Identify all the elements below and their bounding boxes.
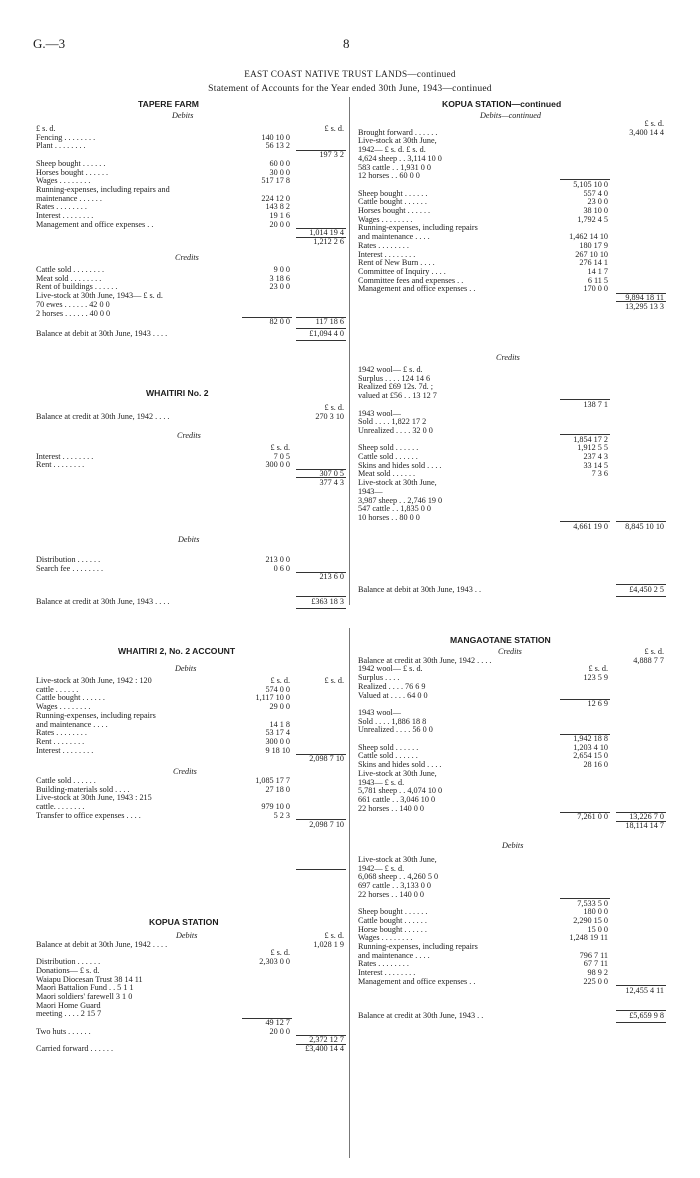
balance-label: Balance at credit at 30th June, 1943 . . . .: [36, 597, 170, 606]
amount-col1: 225 0 0: [583, 976, 608, 986]
whaitiri-2-no2-account-heading: WHAITIRI 2, No. 2 ACCOUNT: [118, 646, 236, 656]
line-label: Rent . . . . . . . .: [36, 460, 85, 470]
line-label: Wages . . . . . . . .: [358, 933, 413, 943]
line-label: Surplus . . . .: [358, 673, 400, 683]
balance-label: Balance at debit at 30th June, 1943 . . . .: [36, 329, 168, 338]
amount-col1: £ s. d.: [270, 676, 290, 685]
amount-col1: 140 10 0: [261, 132, 290, 142]
line-label: Rates . . . . . . . .: [358, 240, 409, 250]
amount-col1: 979 10 0: [261, 802, 290, 812]
amount-col1: 27 18 0: [265, 784, 290, 794]
amount-col2: 9,894 18 11: [625, 293, 664, 302]
credits-label: Credits: [177, 431, 201, 440]
document-title: EAST COAST NATIVE TRUST LANDS—continued: [244, 69, 456, 79]
line-label: Distribution . . . . . .: [36, 957, 101, 967]
balance-amount: £4,450 2 5: [629, 585, 664, 594]
line-label: Wages . . . . . . . .: [36, 176, 91, 186]
line-label: Donations— £ s. d.: [36, 965, 100, 975]
amount-col1: 7 3 6: [591, 469, 608, 479]
line-label: Rent . . . . . . . .: [36, 736, 85, 746]
line-label: 5,781 sheep . . 4,074 10 0: [358, 786, 443, 796]
amount-col1: 28 16 0: [583, 760, 608, 770]
amount-col1: 9 0 0: [273, 265, 290, 274]
line-label: Horse bought . . . . . .: [358, 924, 427, 934]
line-label: Cattle sold . . . . . .: [358, 452, 418, 461]
line-label: 4,624 sheep . . 3,114 10 0: [358, 153, 442, 163]
amount-col2: 307 0 5: [319, 469, 344, 479]
amount-col1: 15 0 0: [587, 924, 608, 934]
credits-label: Credits: [173, 767, 197, 776]
amount-col2: £3,400 14 4: [305, 1044, 344, 1054]
amount-col1: 123 5 9: [583, 673, 608, 683]
amount-col1: 29 0 0: [269, 702, 290, 712]
amount-col1: 574 0 0: [265, 684, 290, 694]
sum-rule: [296, 869, 346, 870]
amount-col1: 557 4 0: [583, 188, 608, 198]
line-label: Cattle sold . . . . . .: [358, 751, 418, 761]
balance-amount: £1,094 4 0: [309, 329, 344, 338]
amount-col1: 33 14 5: [583, 460, 608, 470]
amount-col1: 30 0 0: [269, 167, 290, 177]
amount-col1: 7 0 5: [273, 451, 290, 461]
line-label: Distribution . . . . . .: [36, 555, 101, 564]
line-label: Balance at debit at 30th June, 1942 . . . .: [36, 939, 168, 949]
amount-col1: 517 17 8: [261, 176, 290, 186]
line-label: cattle . . . . . .: [36, 684, 79, 694]
credits-label: Credits: [496, 353, 520, 362]
amount-col1: 1,792 4 5: [577, 214, 608, 224]
line-label: Unrealized . . . . 56 0 0: [358, 725, 433, 735]
line-label: Surplus . . . . 124 14 6: [358, 373, 431, 383]
amount-col1: 224 12 0: [261, 193, 290, 203]
amount-col2: £ s. d.: [324, 676, 344, 685]
page-reference: G.—3: [33, 36, 66, 51]
amount-col1: 170 0 0: [583, 284, 608, 294]
line-label: 22 horses . . 140 0 0: [358, 889, 424, 899]
balance-label: Balance at debit at 30th June, 1943 . .: [358, 585, 482, 594]
line-label: Live-stock at 30th June, 1943 : 215: [36, 793, 152, 803]
sum-rule: [616, 1010, 666, 1011]
amount-col2: 12,455 4 11: [625, 985, 664, 995]
sum-rule: [296, 608, 346, 609]
amount-col1: 56 13 2: [265, 141, 290, 151]
page-number: 8: [343, 36, 350, 51]
line-label: Live-stock at 30th June,: [358, 478, 437, 488]
credits-label: Credits: [175, 253, 199, 262]
line-label: 6,068 sheep . . 4,260 5 0: [358, 872, 439, 882]
amount-col1: 796 7 11: [579, 950, 608, 960]
amount-col1: 9 18 10: [265, 745, 290, 755]
kopua-station-heading: KOPUA STATION: [149, 917, 219, 927]
amount-col2: £ s. d.: [644, 119, 664, 128]
amount-col1: 23 0 0: [587, 197, 608, 207]
amount-col2: £ s. d.: [324, 124, 344, 133]
line-label: Management and office expenses . .: [358, 284, 476, 294]
line-label: and maintenance . . . .: [358, 232, 430, 242]
debits-label: Debits: [176, 931, 198, 940]
debits-label: Debits: [172, 111, 194, 120]
line-label: meeting . . . . 2 15 7: [36, 1009, 102, 1019]
line-label: Live-stock at 30th June,: [358, 855, 437, 864]
amount-col1: 267 10 10: [575, 249, 608, 259]
line-label: Rates . . . . . . . .: [36, 728, 87, 738]
line-label: Sheep bought . . . . . .: [358, 188, 428, 198]
amount-col2: 1,028 1 9: [313, 939, 344, 949]
line-label: 1943—: [358, 486, 383, 496]
line-label: Rent of New Burn . . . .: [358, 258, 435, 268]
amount-col1: £ s. d.: [270, 948, 290, 958]
amount-col2: 2,098 7 10: [309, 754, 344, 764]
line-label: 10 horses . . 80 0 0: [358, 512, 420, 522]
amount-col2: £ s. d.: [644, 647, 664, 656]
line-label: Horses bought . . . . . .: [358, 206, 431, 215]
credits-label: Credits: [498, 647, 522, 656]
line-label: Unrealized . . . . 32 0 0: [358, 425, 433, 435]
debits-label: Debits: [175, 664, 197, 673]
line-label: Skins and hides sold . . . .: [358, 760, 442, 770]
amount-col1: 1,117 10 0: [255, 693, 290, 703]
mangaotane-station-heading: MANGAOTANE STATION: [450, 635, 551, 645]
line-label: Wages . . . . . . . .: [358, 214, 413, 224]
amount-col1: 1,854 17 2: [573, 434, 608, 444]
line-label: Live-stock at 30th June, 1943— £ s. d.: [36, 291, 163, 301]
amount-col1: 7,261 0 0: [577, 812, 608, 822]
sum-rule: [616, 1022, 666, 1023]
line-label: Running-expenses, including repairs: [358, 942, 478, 951]
amount-col1: 98 9 2: [587, 968, 608, 978]
amount-col1: 14 1 7: [587, 266, 608, 276]
line-label: Interest . . . . . . . .: [358, 249, 416, 259]
sum-rule: [296, 328, 346, 329]
amount-col2: 377 4 3: [319, 477, 344, 487]
sum-rule: [296, 340, 346, 341]
line-label: Carried forward . . . . . .: [36, 1044, 114, 1054]
line-label: Building-materials sold . . . .: [36, 784, 130, 794]
amount-col1: 1,462 14 10: [569, 232, 608, 242]
line-label: 547 cattle . . 1,835 0 0: [358, 504, 431, 514]
balance-label: Balance at credit at 30th June, 1943 . .: [358, 1011, 484, 1020]
line-label: Sheep sold . . . . . .: [358, 742, 419, 752]
line-label: Cattle bought . . . . . .: [358, 197, 427, 207]
amount-col1: 4,661 19 0: [573, 521, 608, 531]
line-label: Sold . . . . 1,886 18 8: [358, 716, 427, 726]
amount-col2: 13,295 13 3: [625, 301, 664, 311]
line-label: 22 horses . . 140 0 0: [358, 803, 424, 813]
amount-col1: 143 8 2: [265, 202, 290, 212]
line-label: Skins and hides sold . . . .: [358, 460, 442, 470]
line-label: valued at £56 . . 13 12 7: [358, 391, 437, 401]
line-label: Two huts . . . . . .: [36, 1026, 91, 1036]
amount-col1: 300 0 0: [265, 736, 290, 746]
line-label: Live-stock at 30th June, 1942 : 120: [36, 676, 152, 685]
line-label: Cattle sold . . . . . . . .: [36, 265, 104, 274]
line-label: Fencing . . . . . . . .: [36, 132, 96, 142]
amount-col2: £ s. d.: [324, 931, 344, 940]
amount-col1: 53 17 4: [265, 728, 290, 738]
column-divider-top: [349, 97, 350, 605]
amount-col1: 5,105 10 0: [573, 179, 608, 189]
line-label: Maori Home Guard: [36, 1000, 101, 1010]
line-label: 1942— £ s. d. £ s. d.: [358, 145, 426, 155]
amount-col1: £ s. d.: [588, 664, 608, 674]
line-label: Live-stock at 30th June,: [358, 768, 437, 778]
amount-col2: 4,888 7 7: [633, 655, 664, 665]
balance-amount: £5,659 9 8: [629, 1011, 664, 1020]
line-label: Interest . . . . . . . .: [36, 211, 94, 220]
line-label: Interest . . . . . . . .: [358, 968, 416, 978]
amount-col1: 2,303 0 0: [259, 957, 290, 967]
amount-col1: 1,248 19 11: [569, 933, 608, 943]
line-label: Cattle bought . . . . . .: [36, 693, 105, 703]
line-label: Sheep bought . . . . . .: [358, 907, 428, 917]
line-label: 1942 wool— £ s. d.: [358, 664, 423, 674]
amount-col2: 1,014 19 4: [309, 228, 344, 238]
line-label: and maintenance . . . .: [36, 719, 108, 729]
amount-col1: 138 7 1: [583, 399, 608, 409]
line-label: Balance at credit at 30th June, 1942 . . . .: [358, 655, 492, 665]
line-label: 70 ewes . . . . . . 42 0 0: [36, 299, 110, 309]
line-label: Interest . . . . . . . .: [36, 451, 94, 461]
amount-col1: 6 11 5: [587, 275, 608, 285]
debits-label: Debits: [502, 841, 524, 850]
line-label: 1942— £ s. d.: [358, 863, 405, 873]
line-label: Maori soldiers' farewell 3 1 0: [36, 991, 133, 1001]
line-label: Management and office expenses . .: [36, 219, 154, 229]
amount-col2: 8,845 10 10: [625, 521, 664, 531]
amount-col1: 2,290 15 0: [573, 915, 608, 925]
amount-col1: 19 1 6: [269, 211, 290, 220]
line-label: Meat sold . . . . . . . .: [36, 273, 102, 283]
line-label: Maori Battalion Fund . . 5 1 1: [36, 983, 134, 993]
amount-col2: 2,372 12 7: [309, 1035, 344, 1045]
line-label: Running-expenses, including repairs: [358, 223, 478, 233]
kopua-station-continued-heading: KOPUA STATION—continued: [442, 99, 562, 109]
line-label: Management and office expenses . .: [358, 976, 476, 986]
line-label: Balance at credit at 30th June, 1942 . . . .: [36, 411, 170, 421]
amount-col1: 237 4 3: [583, 452, 608, 461]
amount-col1: 2,654 15 0: [573, 751, 608, 761]
line-label: Waiapu Diocesan Trust 38 14 11: [36, 974, 143, 984]
line-label: Interest . . . . . . . .: [36, 745, 94, 755]
line-label: Meat sold . . . . . .: [358, 469, 416, 479]
amount-col2: 1,212 2 6: [313, 237, 344, 247]
amount-col1: 300 0 0: [265, 460, 290, 470]
amount-col2: 213 6 0: [319, 572, 344, 582]
amount-col1: 3 18 6: [269, 273, 290, 283]
line-label: £ s. d.: [36, 124, 56, 133]
column-divider-bottom: [349, 628, 350, 1158]
line-label: 1943 wool—: [358, 408, 401, 418]
line-label: Wages . . . . . . . .: [36, 702, 91, 712]
line-label: Rates . . . . . . . .: [358, 959, 409, 969]
amount-col1: 5 2 3: [273, 810, 290, 820]
amount-col1: 14 1 8: [269, 719, 290, 729]
amount-col1: 1,085 17 7: [255, 776, 290, 785]
line-label: 2 horses . . . . . . 40 0 0: [36, 308, 111, 318]
amount-col1: 180 17 9: [579, 240, 608, 250]
line-label: Sold . . . . 1,822 17 2: [358, 417, 427, 427]
line-label: Transfer to office expenses . . . .: [36, 810, 141, 820]
line-label: 1943— £ s. d.: [358, 777, 405, 787]
line-label: Committee fees and expenses . .: [358, 275, 464, 285]
line-label: Realized £69 12s. 7d. ;: [358, 382, 434, 392]
line-label: 583 cattle . . 1,931 0 0: [358, 162, 431, 172]
line-label: Rates . . . . . . . .: [36, 202, 87, 212]
line-label: Rent of buildings . . . . . .: [36, 282, 118, 292]
amount-col1: 38 10 0: [583, 206, 608, 215]
amount-col2: 3,400 14 4: [629, 127, 664, 137]
line-label: 3,987 sheep . . 2,746 19 0: [358, 495, 443, 505]
line-label: Committee of Inquiry . . . .: [358, 266, 446, 276]
line-label: 1942 wool— £ s. d.: [358, 365, 423, 374]
amount-col1: 12 6 9: [587, 699, 608, 709]
amount-col1: 0 6 0: [273, 563, 290, 573]
amount-col1: 213 0 0: [265, 555, 290, 564]
line-label: Cattle sold . . . . . .: [36, 776, 96, 785]
line-label: Running-expenses, including repairs and: [36, 184, 170, 194]
amount-col1: 20 0 0: [269, 219, 290, 229]
line-label: 661 cattle . . 3,046 10 0: [358, 794, 436, 804]
line-label: Horses bought . . . . . .: [36, 167, 109, 177]
amount-col1: £ s. d.: [270, 443, 290, 452]
amount-col1: 1,942 18 8: [573, 734, 608, 743]
amount-col1: 7,533 5 0: [577, 898, 608, 908]
line-label: Valued at . . . . 64 0 0: [358, 690, 428, 700]
amount-col1: 180 0 0: [583, 907, 608, 917]
debits-label: Debits: [178, 535, 200, 544]
amount-col2: 2,098 7 10: [309, 819, 344, 829]
amount-col1: 49 12 7: [265, 1018, 290, 1027]
line-label: Sheep sold . . . . . .: [358, 443, 419, 453]
line-label: 697 cattle . . 3,133 0 0: [358, 881, 431, 891]
amount-col2: £ s. d.: [324, 403, 344, 412]
amount-col1: 67 7 11: [583, 959, 608, 969]
line-label: Search fee . . . . . . . .: [36, 563, 104, 573]
amount-col2: 270 3 10: [315, 411, 344, 421]
statement-subtitle: Statement of Accounts for the Year ended 30th June, 1943—continued: [208, 83, 492, 94]
line-label: Running-expenses, including repairs: [36, 710, 156, 720]
amount-col2: 197 3 2: [319, 150, 344, 160]
amount-col1: 1,912 5 5: [577, 443, 608, 453]
tapere-farm-heading: TAPERE FARM: [138, 99, 199, 109]
debits-continued-label: Debits—continued: [480, 111, 541, 120]
line-label: 1943 wool—: [358, 707, 401, 717]
amount-col1: 1,203 4 10: [573, 742, 608, 752]
line-label: maintenance . . . . . .: [36, 193, 102, 203]
line-label: cattle. . . . . . . .: [36, 802, 85, 812]
line-label: Brought forward . . . . . .: [358, 127, 438, 137]
line-label: Sheep bought . . . . . .: [36, 158, 106, 168]
sum-rule: [616, 596, 666, 597]
balance-amount: £363 18 3: [311, 597, 344, 606]
amount-col1: 276 14 1: [579, 258, 608, 268]
amount-col1: 20 0 0: [269, 1026, 290, 1036]
whaitiri-no2-heading: WHAITIRI No. 2: [146, 388, 209, 398]
amount-col2: 13,226 7 0: [629, 812, 664, 822]
amount-col1: 23 0 0: [269, 282, 290, 292]
line-label: Plant . . . . . . . .: [36, 141, 86, 151]
amount-col2: 18,114 14 7: [625, 821, 664, 830]
line-label: Live-stock at 30th June,: [358, 136, 437, 146]
line-label: Cattle bought . . . . . .: [358, 915, 427, 925]
line-label: Realized . . . . 76 6 9: [358, 681, 426, 691]
amount-col1: 82 0 0: [269, 317, 290, 327]
amount-col1: 60 0 0: [269, 158, 290, 168]
line-label: and maintenance . . . .: [358, 950, 430, 960]
sum-rule: [616, 584, 666, 585]
amount-col2: 117 18 6: [315, 317, 344, 327]
line-label: 12 horses . . 60 0 0: [358, 171, 420, 181]
sum-rule: [296, 596, 346, 597]
